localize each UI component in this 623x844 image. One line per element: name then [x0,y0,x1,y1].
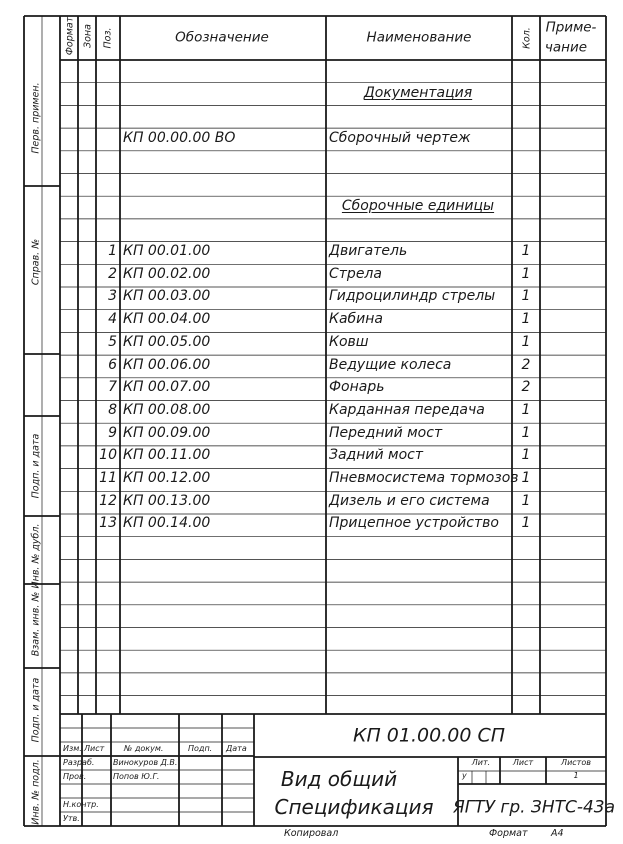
side-label-sign-date-1: Подп. и дата [30,433,42,499]
item-quantity: 2 [521,356,531,373]
title-col-doc: № докум. [124,744,164,753]
item-quantity: 1 [521,401,531,418]
document-designation: КП 00.00.00 ВО [123,130,236,146]
title-role-approved: Утв. [63,814,80,823]
item-name: Дизель и его система [329,492,490,509]
document-name: Сборочный чертеж [329,130,471,146]
title-sheet-label: Лист [512,758,534,767]
section-title-assembly-units: Сборочные единицы [341,198,495,214]
item-position: 8 [108,401,117,418]
item-quantity: 1 [521,333,531,350]
title-col-change: Изм. [63,744,82,753]
section-title-documentation: Документация [363,85,473,101]
header-position: Поз. [102,27,114,49]
item-designation: КП 00.13.00 [123,492,211,509]
item-name: Ковш [329,333,369,350]
header-note-line1: Приме- [545,19,597,36]
side-label-reference: Справ. № [30,238,42,286]
header-designation: Обозначение [175,29,269,46]
item-designation: КП 00.12.00 [123,470,211,486]
item-designation: КП 00.01.00 [123,243,211,259]
item-quantity: 1 [521,515,531,532]
item-name: Двигатель [329,243,408,259]
item-quantity: 1 [521,243,531,259]
item-position: 7 [108,379,117,396]
item-designation: КП 00.11.00 [123,447,211,464]
item-designation: КП 00.14.00 [123,515,211,532]
item-designation: КП 00.08.00 [123,401,211,418]
item-position: 5 [108,333,117,350]
title-line-2: Спецификация [274,795,434,819]
header-format: Формат [64,16,76,56]
item-name: Карданная передача [329,401,485,418]
title-col-sign: Подп. [188,744,213,753]
item-position: 10 [99,447,117,464]
item-name: Фонарь [329,379,385,396]
item-quantity: 1 [521,424,531,441]
title-lit-value: у [462,771,467,780]
side-label-first-use: Перв. примен. [30,82,42,154]
title-lit-label: Лит. [471,758,491,767]
item-position: 3 [108,288,117,305]
item-name: Прицепное устройство [329,515,499,532]
item-designation: КП 00.05.00 [123,333,211,350]
title-name-checker: Попов Ю.Г. [113,772,160,781]
header-note-line2: чание [544,39,588,56]
item-name: Ведущие колеса [329,356,452,373]
title-role-norm: Н.контр. [63,800,99,809]
item-position: 11 [99,470,117,486]
side-label-inv-orig: Инв. № подл. [30,759,42,825]
item-quantity: 1 [521,447,531,464]
title-col-sheet: Лист [84,744,105,753]
item-designation: КП 00.03.00 [123,288,211,305]
item-designation: КП 00.07.00 [123,379,211,396]
item-position: 1 [108,243,117,259]
title-organization: ЯГТУ гр. ЗНТС-43а [452,797,616,818]
header-zone: Зона [82,24,94,48]
footer-copied: Копировал [284,828,339,839]
side-label-sign-date-2: Подп. и дата [30,677,42,743]
item-name: Стрела [329,265,382,282]
item-name: Передний мост [329,424,443,441]
item-position: 4 [108,311,117,328]
title-sheets-value: 1 [573,771,579,780]
item-name: Пневмосистема тормозов [329,470,519,486]
footer-format-value: А4 [551,828,564,839]
item-designation: КП 00.09.00 [123,424,211,441]
item-name: Гидроцилиндр стрелы [329,288,496,305]
title-col-date: Дата [226,744,247,753]
side-label-inv-dup: Инв. № дубл. [30,523,42,589]
side-label-replace-inv: Взам. инв. № [30,591,42,657]
item-quantity: 1 [521,470,531,486]
item-designation: КП 00.02.00 [123,265,211,282]
item-position: 6 [108,356,117,373]
item-quantity: 1 [521,288,531,305]
header-quantity: Кол. [521,27,533,49]
title-block-code: КП 01.00.00 СП [352,724,506,747]
item-designation: КП 00.04.00 [123,311,211,328]
item-quantity: 1 [521,492,531,509]
item-position: 2 [108,265,117,282]
title-line-1: Вид общий [280,767,398,791]
header-name: Наименование [366,29,472,46]
item-position: 13 [99,515,117,532]
item-designation: КП 00.06.00 [123,356,211,373]
title-role-developer: Разраб. [63,758,95,767]
item-name: Задний мост [329,447,424,464]
footer-format-label: Формат [489,828,528,839]
item-quantity: 2 [521,379,531,396]
item-position: 12 [99,492,117,509]
title-sheets-label: Листов [561,758,591,767]
item-position: 9 [108,424,117,441]
item-quantity: 1 [521,311,531,328]
item-name: Кабина [329,311,383,328]
title-name-developer: Винокуров Д.В. [113,758,178,767]
item-quantity: 1 [521,265,531,282]
title-role-checker: Пров. [63,772,87,781]
